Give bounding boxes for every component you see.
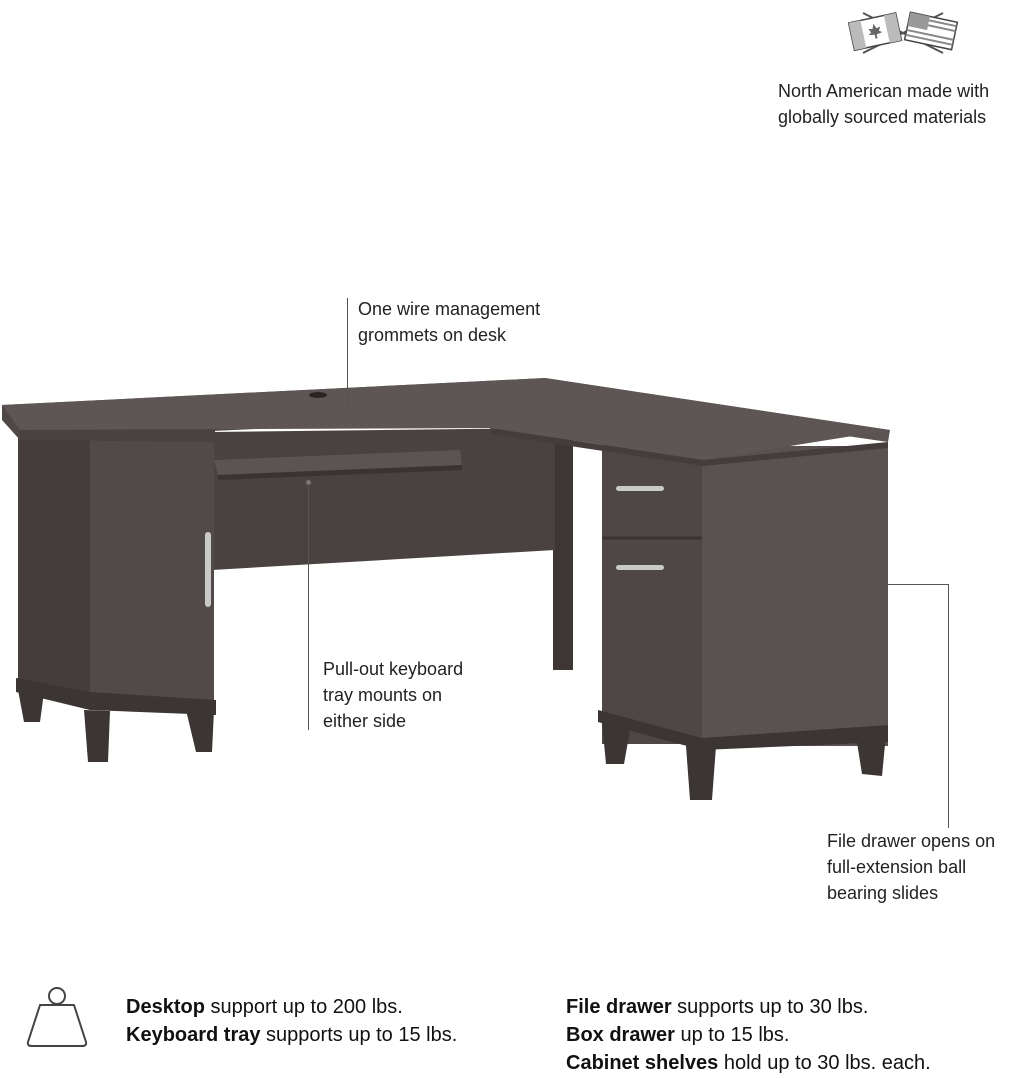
file-drawer-callout — [827, 828, 995, 906]
spec-box-drawer — [566, 1021, 931, 1049]
file-drawer-line-1: File drawer opens on — [827, 831, 996, 851]
keyboard-line-1: Pull-out keyboard — [323, 659, 464, 679]
weight-icon — [22, 980, 92, 1050]
spec-box-drawer-label: Box drawer — [566, 1024, 675, 1046]
keyboard-leader-line — [308, 484, 309, 730]
grommet-leader-line — [347, 298, 348, 410]
spec-file-drawer-value: supports up to 30 lbs. — [671, 996, 869, 1018]
file-drawer-line-3: bearing slides — [827, 883, 939, 903]
keyboard-callout — [323, 656, 463, 734]
spec-cabinet-shelves-label: Cabinet shelves — [566, 1052, 719, 1074]
spec-desktop-label: Desktop — [126, 996, 205, 1018]
origin-line-2: globally sourced materials — [778, 107, 987, 127]
spec-keyboard-tray-label: Keyboard tray — [126, 1024, 261, 1046]
grommet-callout — [358, 296, 540, 348]
l-shaped-desk-image — [0, 370, 900, 810]
spec-box-drawer-value: up to 15 lbs. — [674, 1024, 790, 1046]
spec-desktop-value: support up to 200 lbs. — [204, 996, 403, 1018]
grommet-line-1: One wire management — [358, 299, 541, 319]
spec-cabinet-shelves — [566, 1049, 931, 1077]
origin-text — [778, 78, 989, 130]
keyboard-line-2: tray mounts on — [323, 685, 443, 705]
file-drawer-leader-vertical — [948, 584, 949, 828]
specs-right — [566, 993, 931, 1077]
keyboard-line-3: either side — [323, 711, 407, 731]
spec-desktop — [126, 993, 457, 1021]
grommet-line-2: grommets on desk — [358, 325, 507, 345]
specs-left — [126, 993, 457, 1049]
spec-file-drawer — [566, 993, 931, 1021]
spec-keyboard-tray-value: supports up to 15 lbs. — [260, 1024, 458, 1046]
canada-usa-flags-icon — [843, 3, 963, 63]
spec-keyboard-tray — [126, 1021, 457, 1049]
spec-cabinet-shelves-value: hold up to 30 lbs. each. — [718, 1052, 931, 1074]
origin-line-1: North American made with — [778, 81, 990, 101]
file-drawer-line-2: full-extension ball — [827, 857, 967, 877]
spec-file-drawer-label: File drawer — [566, 996, 672, 1018]
file-drawer-leader-horizontal — [888, 584, 949, 585]
